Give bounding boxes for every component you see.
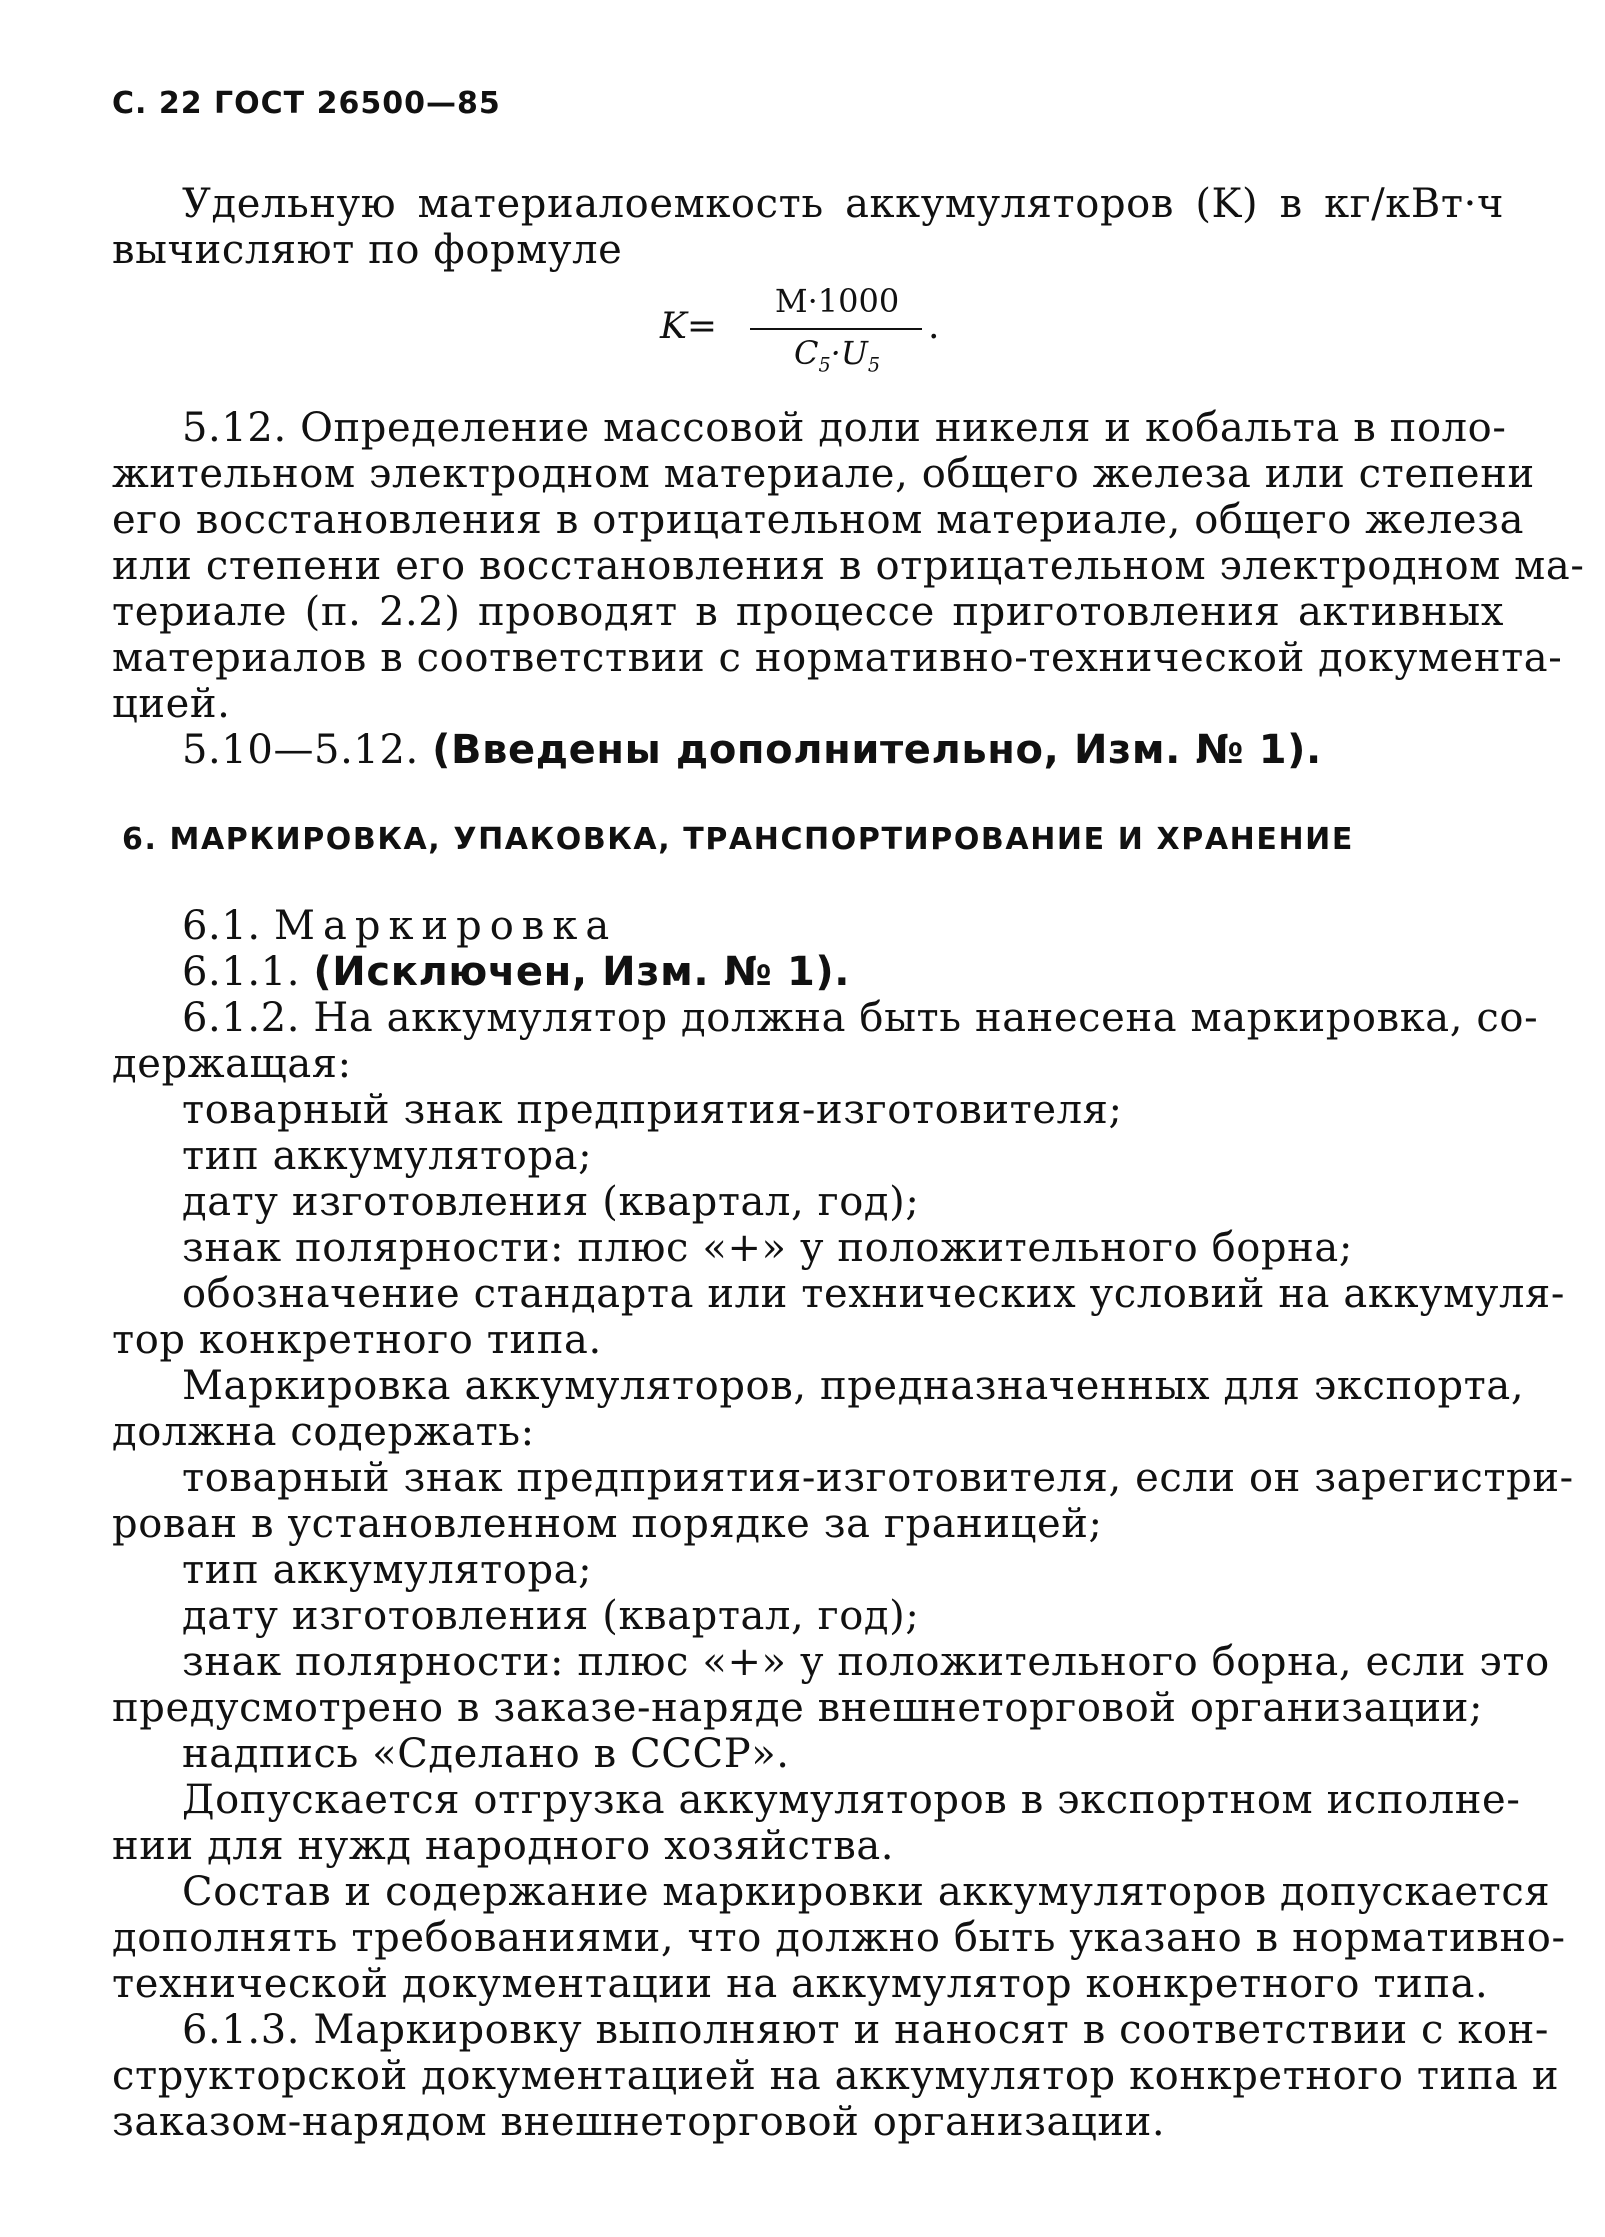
- clause-6-1-3-line-3: заказом-нарядом внешнеторговой организации.: [112, 2099, 1166, 2145]
- amendment-note-prefix: 5.10—5.12.: [182, 727, 433, 773]
- clause-6-1-1-number: 6.1.1.: [182, 949, 314, 995]
- clause-6-1-1: [182, 950, 1504, 994]
- formula-fraction-bar: [750, 328, 922, 330]
- formula-u-sub: 5: [867, 353, 881, 377]
- clause-6-1-number: 6.1.: [182, 903, 275, 949]
- intro-line-2: вычисляют по формуле: [112, 227, 623, 273]
- clause-6-1-3-line-2: структорской документацией на аккумулятор конкретного типа и: [112, 2053, 1560, 2099]
- formula-c-sub: 5: [818, 353, 831, 377]
- composition-line-3: технической документации на аккумулятор конкретного типа.: [112, 1961, 1489, 2007]
- clause-6-1-2-line-2: держащая:: [112, 1041, 352, 1087]
- composition-line-1: Состав и содержание маркировки аккумуляторов допускается: [182, 1869, 1551, 1915]
- list2-item-3: дату изготовления (квартал, год);: [182, 1593, 920, 1639]
- list1-item-5: обозначение стандарта или технических условий на аккумуля-: [182, 1271, 1565, 1317]
- allow-line-2: нии для нужд народного хозяйства.: [112, 1823, 895, 1869]
- page-header: С. 22 ГОСТ 26500—85: [112, 86, 501, 121]
- list1-item-4: знак полярности: плюс «+» у положительного борна;: [182, 1225, 1353, 1271]
- list1-item-1: товарный знак предприятия-изготовителя;: [182, 1087, 1123, 1133]
- list2-item-4-cont: предусмотрено в заказе-наряде внешнеторговой организации;: [112, 1685, 1484, 1731]
- list1-item-2: тип аккумулятора;: [182, 1133, 593, 1179]
- list2-item-2: тип аккумулятора;: [182, 1547, 593, 1593]
- formula-lhs: K=: [660, 306, 718, 347]
- list2-item-1: товарный знак предприятия-изготовителя, если он зарегистри-: [182, 1455, 1574, 1501]
- amendment-note: [182, 728, 1504, 772]
- clause-6-1-2-line-1: 6.1.2. На аккумулятор должна быть нанесена маркировка, со-: [182, 995, 1539, 1041]
- formula: [660, 282, 980, 382]
- composition-line-2: дополнять требованиями, что должно быть указано в нормативно-: [112, 1915, 1566, 1961]
- list2-item-4: знак полярности: плюс «+» у положительного борна, если это: [182, 1639, 1550, 1685]
- list1-item-3: дату изготовления (квартал, год);: [182, 1179, 920, 1225]
- list2-item-5: надпись «Сделано в СССР».: [182, 1731, 790, 1777]
- p512-line-1: 5.12. Определение массовой доли никеля и кобальта в поло-: [182, 405, 1507, 451]
- list1-item-5-cont: тор конкретного типа.: [112, 1317, 602, 1363]
- clause-6-1-3-line-1: 6.1.3. Маркировку выполняют и наносят в соответствии с кон-: [182, 2007, 1550, 2053]
- formula-c: C: [793, 334, 819, 372]
- formula-end: .: [928, 306, 940, 347]
- clause-6-1-1-bold: (Исключен, Изм. № 1).: [313, 949, 851, 995]
- clause-6-1: [182, 904, 1504, 948]
- export-line-2: должна содержать:: [112, 1409, 535, 1455]
- p512-line-2: жительном электродном материале, общего железа или степени: [112, 451, 1535, 497]
- list2-item-1-cont: рован в установленном порядке за границей;: [112, 1501, 1103, 1547]
- p512-line-7: цией.: [112, 681, 231, 727]
- p512-line-5: териале (п. 2.2) проводят в процессе приготовления активных: [112, 589, 1504, 635]
- export-line-1: Маркировка аккумуляторов, предназначенных для экспорта,: [182, 1363, 1525, 1409]
- allow-line-1: Допускается отгрузка аккумуляторов в экспортном исполне-: [182, 1777, 1521, 1823]
- formula-numerator: M·1000: [774, 282, 900, 320]
- p512-line-4: или степени его восстановления в отрицательном электродном ма-: [112, 543, 1585, 589]
- formula-denominator: [752, 334, 922, 376]
- clause-6-1-title: Маркировка: [274, 903, 618, 949]
- amendment-note-bold: (Введены дополнительно, Изм. № 1).: [432, 727, 1322, 773]
- section-6-title: 6. МАРКИРОВКА, УПАКОВКА, ТРАНСПОРТИРОВАНИЕ И ХРАНЕНИЕ: [122, 822, 1354, 857]
- intro-line-1: Удельную материалоемкость аккумуляторов (K) в кг/кВт·ч: [182, 181, 1504, 227]
- formula-u: ·U: [830, 334, 868, 372]
- p512-line-6: материалов в соответствии с нормативно-технической документа-: [112, 635, 1563, 681]
- p512-line-3: его восстановления в отрицательном материале, общего железа: [112, 497, 1525, 543]
